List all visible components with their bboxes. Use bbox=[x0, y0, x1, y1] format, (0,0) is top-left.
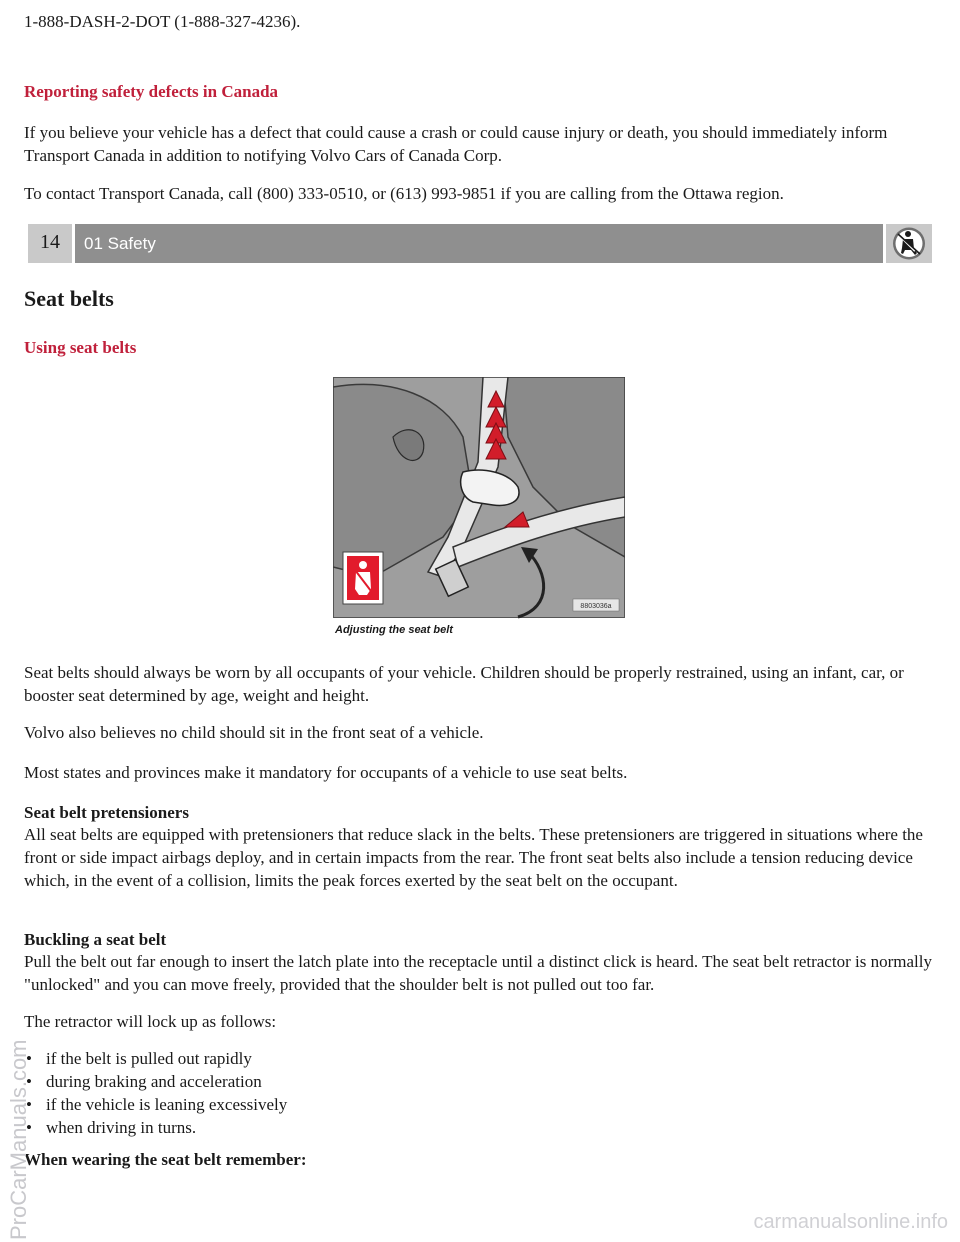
top-phone-line: 1-888-DASH-2-DOT (1-888-327-4236). bbox=[24, 12, 301, 31]
canada-paragraph-1: If you believe your vehicle has a defect that could cause a crash or could cause injury or death, you should immediately inform Transport Canada in addition to notifying Volvo Cars of Canada Corp. bbox=[24, 123, 888, 165]
section-bar bbox=[28, 224, 932, 263]
figure-caption: Adjusting the seat belt bbox=[335, 624, 453, 636]
side-watermark: ProCarManuals.com bbox=[6, 1039, 31, 1240]
section-title: 01 Safety bbox=[75, 224, 883, 263]
using-seat-belts-heading: Using seat belts bbox=[24, 338, 137, 357]
footer-watermark: carmanualsonline.info bbox=[753, 1211, 948, 1233]
list-item: • when driving in turns. bbox=[46, 1116, 287, 1139]
pretensioners-title: Seat belt pretensioners bbox=[24, 803, 189, 822]
main-heading: Seat belts bbox=[24, 286, 114, 311]
seat-belt-paragraph-2: Volvo also believes no child should sit in the front seat of a vehicle. bbox=[24, 723, 484, 742]
retractor-intro: The retractor will lock up as follows: bbox=[24, 1012, 277, 1031]
canada-paragraph-2: To contact Transport Canada, call (800) 333-0510, or (613) 993-9851 if you are calling from the Ottawa region. bbox=[24, 184, 784, 203]
figure-code: 8803036a bbox=[580, 603, 612, 610]
page-number: 14 bbox=[28, 224, 72, 263]
pretensioners-text: All seat belts are equipped with pretensioners that reduce slack in the belts. These pretensioners are triggered in situations where the front or side impact airbags deploy, and in certain impacts from the rear. The front seat belts also include a tension reducing device which, in the event of a collision, limits the peak forces exerted by the seat belt on the occupant. bbox=[24, 825, 923, 890]
buckling-title: Buckling a seat belt bbox=[24, 930, 167, 949]
buckling-text: Pull the belt out far enough to insert the latch plate into the receptacle until a distinct click is heard. The seat belt retractor is normally "unlocked" and you can move freely, provided that the shoulder belt is not pulled out too far. bbox=[24, 952, 932, 994]
seat-belt-person-icon bbox=[886, 224, 932, 263]
seat-belt-paragraph-3: Most states and provinces make it mandatory for occupants of a vehicle to use seat belts. bbox=[24, 763, 628, 782]
seat-belt-figure bbox=[333, 377, 625, 639]
canada-heading: Reporting safety defects in Canada bbox=[24, 82, 279, 101]
list-item: • if the vehicle is leaning excessively bbox=[46, 1093, 287, 1116]
lock-conditions-list bbox=[24, 1047, 287, 1139]
list-item: • during braking and acceleration bbox=[46, 1070, 287, 1093]
list-item: • if the belt is pulled out rapidly bbox=[46, 1047, 287, 1070]
remember-title: When wearing the seat belt remember: bbox=[24, 1150, 307, 1169]
seat-belt-paragraph-1: Seat belts should always be worn by all occupants of your vehicle. Children should be properly restrained, using an infant, car, or booster seat determined by age, weight and height. bbox=[24, 663, 904, 705]
